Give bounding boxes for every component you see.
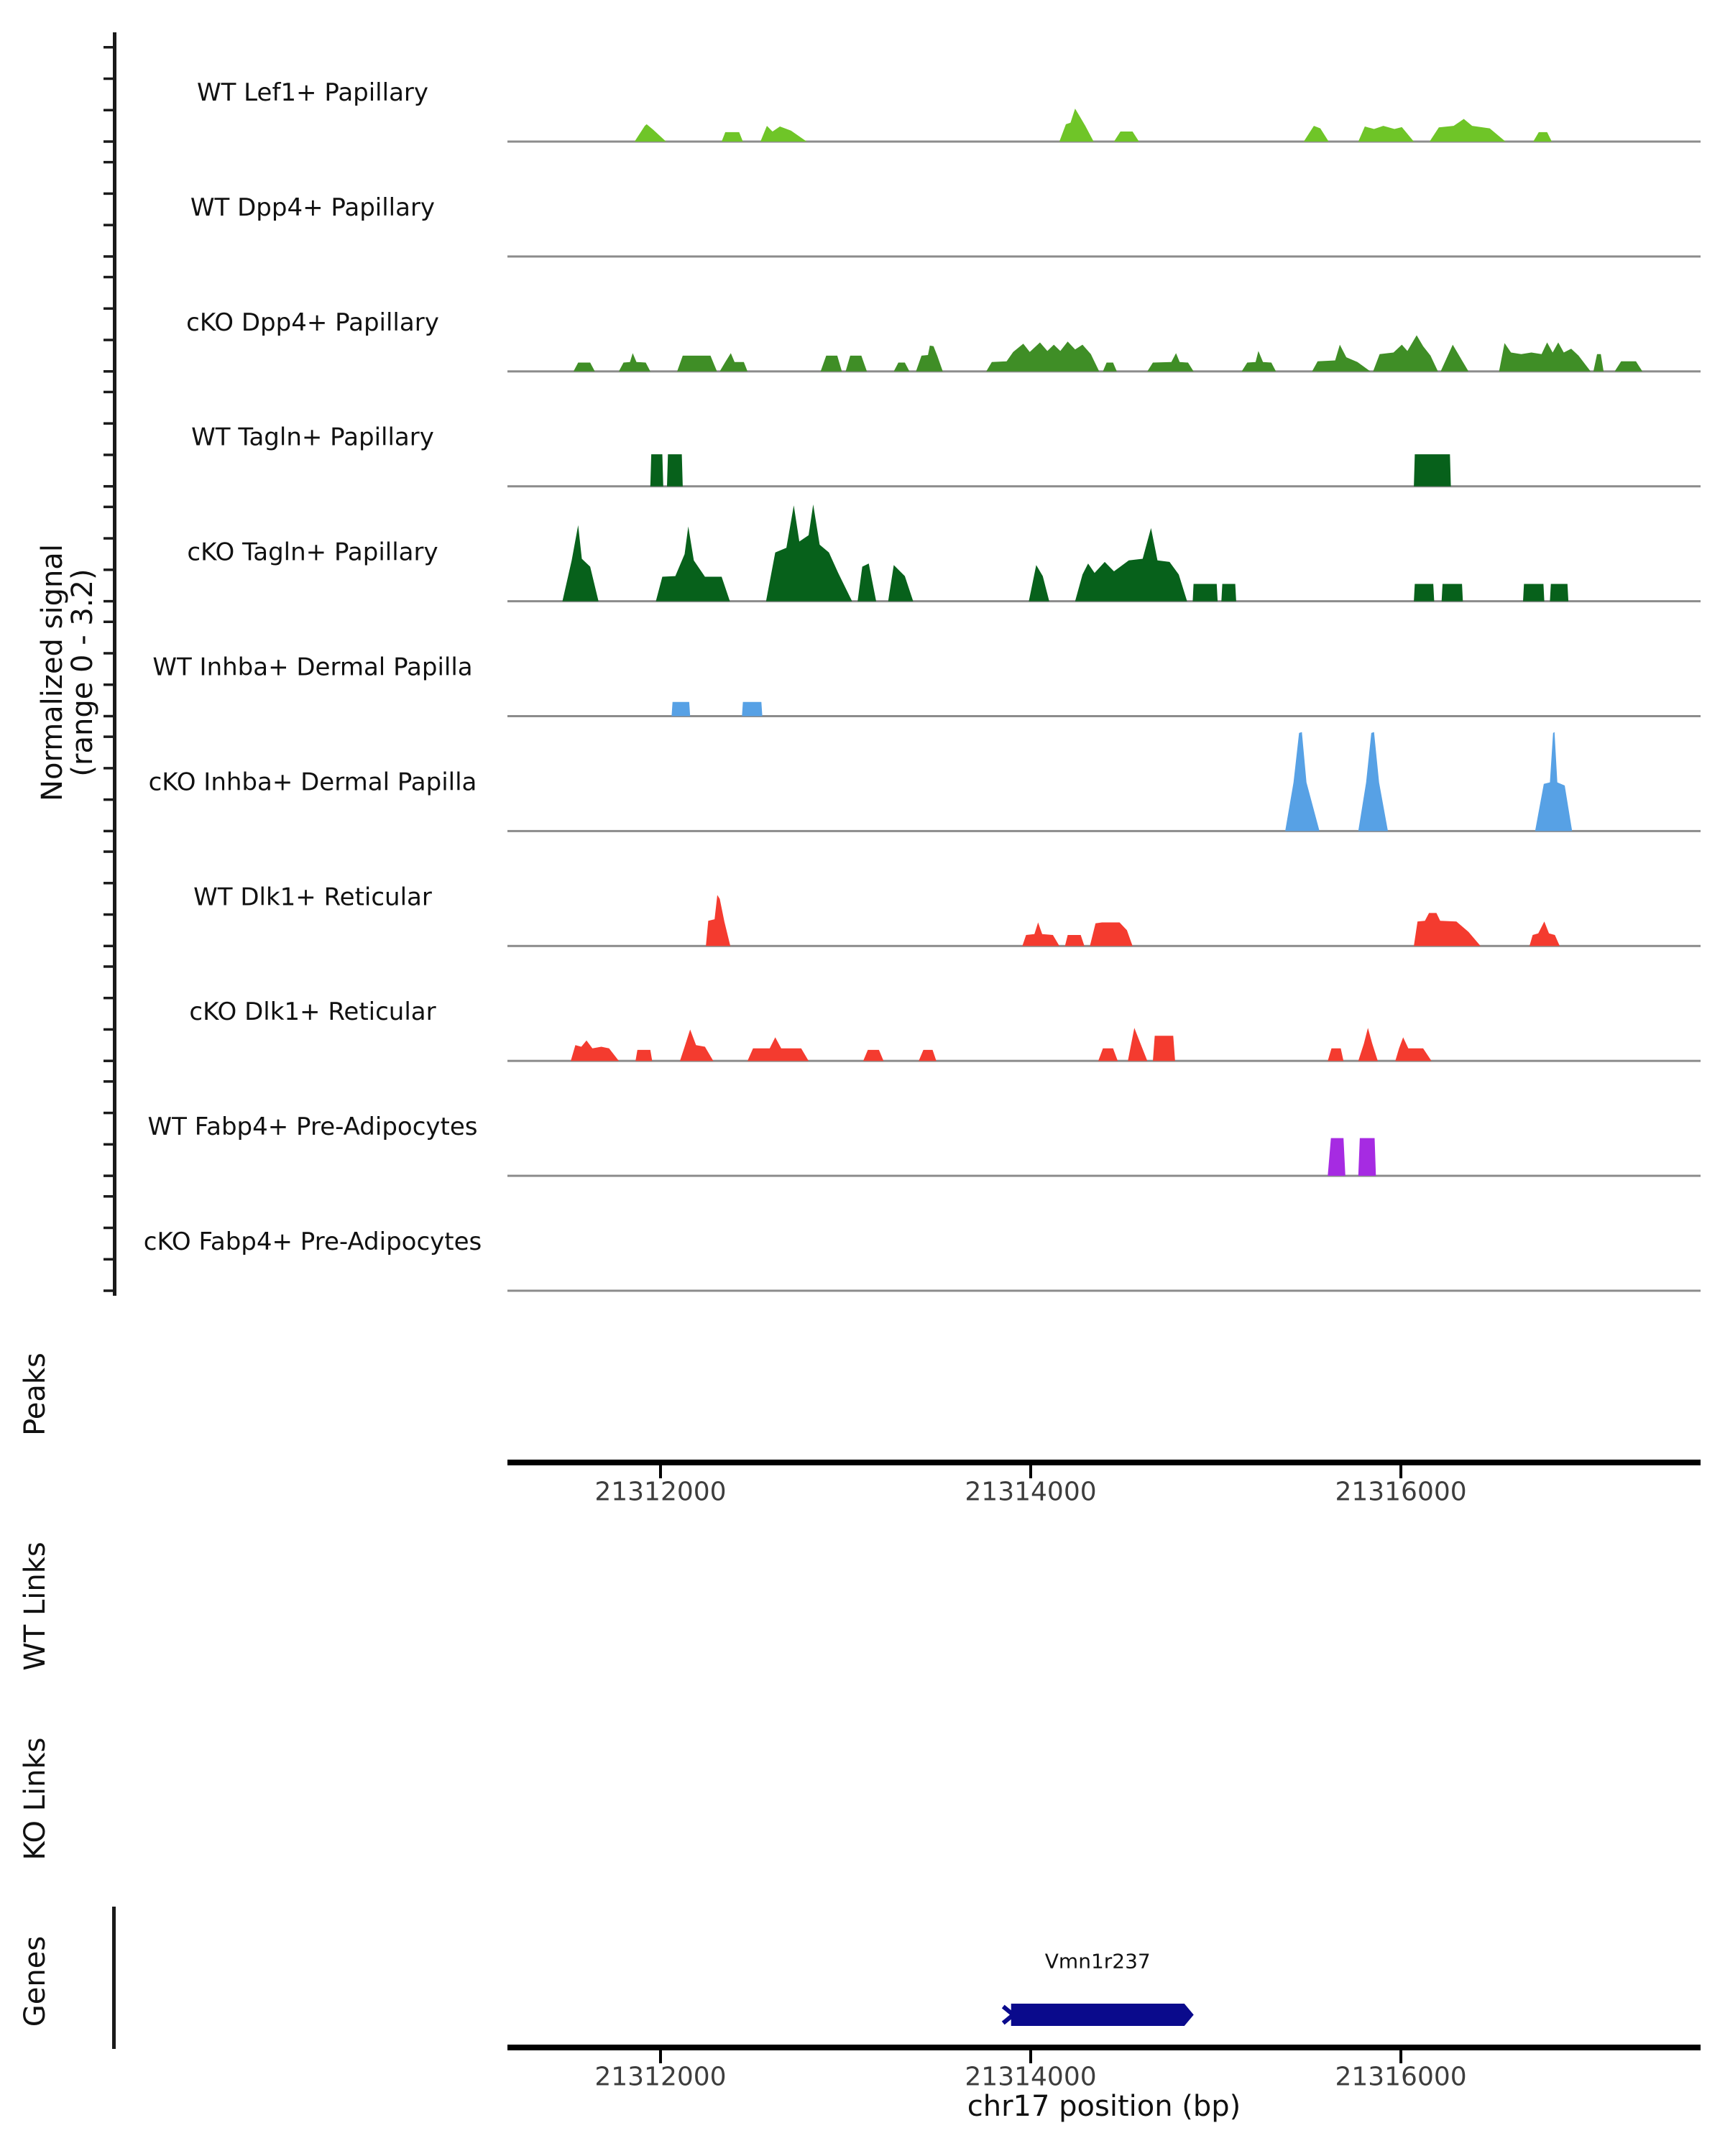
peaks-axis-line [507, 1460, 1701, 1465]
y-axis-tick [104, 715, 113, 718]
track-row [104, 391, 1701, 488]
y-axis-tick [104, 1059, 113, 1062]
track-label: WT Dlk1+ Reticular [193, 883, 432, 912]
y-axis-tick [104, 224, 113, 226]
genes-panel [1003, 1950, 1194, 2027]
gene-glyph [1003, 1950, 1194, 2027]
bottom-axis-tick-label: 21314000 [965, 2062, 1097, 2092]
track-baseline [507, 485, 1701, 487]
y-axis-tick [104, 683, 113, 686]
y-axis-tick [104, 568, 113, 571]
track-baseline [507, 141, 1701, 143]
section-label-peaks: Peaks [19, 1353, 52, 1436]
y-axis-tick [104, 506, 113, 509]
y-axis-tick [104, 1289, 113, 1292]
y-axis-label-line1: Normalized signal [36, 544, 69, 801]
peaks-axis-tick [1029, 1465, 1032, 1478]
y-axis-tick [104, 1195, 113, 1198]
track-label: cKO Inhba+ Dermal Papilla [148, 768, 477, 797]
track-row [104, 1080, 1701, 1177]
gene-body [1011, 2004, 1194, 2026]
section-label-genes: Genes [19, 1935, 52, 2027]
y-axis-tick [104, 767, 113, 770]
y-axis-tick [104, 882, 113, 885]
y-axis-tick [104, 109, 113, 112]
track-label: WT Inhba+ Dermal Papilla [152, 653, 473, 682]
track-label: WT Tagln+ Papillary [191, 423, 434, 452]
signal-area [571, 1028, 1432, 1061]
track-label: WT Fabp4+ Pre-Adipocytes [147, 1112, 478, 1142]
gene-label: Vmn1r237 [1044, 1949, 1151, 1973]
y-axis-tick [104, 453, 113, 456]
y-axis-tick [104, 391, 113, 394]
y-axis-tick [104, 621, 113, 624]
track-row [104, 965, 1701, 1062]
y-axis-line [113, 32, 116, 1296]
position-axes [507, 1460, 1701, 2092]
peaks-axis-tick [1399, 1465, 1402, 1478]
bottom-axis-tick [659, 2050, 662, 2063]
track-row [104, 621, 1701, 718]
y-axis-tick [104, 485, 113, 488]
track-label: WT Lef1+ Papillary [196, 78, 429, 107]
signal-area [635, 109, 1552, 142]
track-row [104, 732, 1701, 833]
y-axis-tick [104, 1258, 113, 1261]
signal-area [706, 895, 1560, 946]
bottom-axis-tick [1399, 2050, 1402, 2063]
y-axis-tick [104, 850, 113, 853]
track-row [104, 505, 1701, 602]
peaks-axis-tick-label: 21312000 [594, 1477, 727, 1507]
peaks-axis-tick-label: 21314000 [965, 1477, 1097, 1507]
signal-area [563, 505, 1569, 602]
y-axis-tick [104, 830, 113, 833]
track-label: cKO Dpp4+ Papillary [186, 308, 439, 337]
y-axis-label-line2: (range 0 - 3.2) [66, 568, 99, 777]
track-row [104, 46, 1701, 143]
signal-area [1328, 1138, 1376, 1176]
track-label: cKO Tagln+ Papillary [187, 538, 438, 567]
y-axis-tick [104, 1227, 113, 1230]
signal-area [671, 702, 762, 717]
signal-tracks [104, 46, 1701, 1292]
track-baseline [507, 830, 1701, 832]
peaks-axis-tick-label: 21316000 [1335, 1477, 1467, 1507]
y-axis-tick [104, 600, 113, 603]
y-axis-tick [104, 1080, 113, 1083]
y-axis-tick [104, 78, 113, 80]
bottom-axis-tick [1029, 2050, 1032, 2063]
y-axis-tick [104, 422, 113, 425]
y-axis-tick [104, 945, 113, 948]
track-row [104, 1195, 1701, 1292]
y-axis-tick [104, 308, 113, 310]
track-label: WT Dpp4+ Papillary [190, 193, 436, 222]
signal-area [650, 454, 1451, 487]
y-axis-tick [104, 1112, 113, 1115]
x-axis-label: chr17 position (bp) [967, 2090, 1241, 2123]
y-axis-tick [104, 997, 113, 1000]
y-axis-tick [104, 1143, 113, 1146]
signal-area [1285, 732, 1572, 831]
y-axis-tick [104, 735, 113, 738]
y-axis-tick [104, 338, 113, 341]
y-axis-tick [104, 913, 113, 916]
y-axis-tick [104, 140, 113, 143]
y-axis-tick [104, 276, 113, 279]
track-label: cKO Fabp4+ Pre-Adipocytes [143, 1227, 482, 1256]
track-baseline [507, 1175, 1701, 1177]
track-row [104, 161, 1701, 258]
y-axis-tick [104, 537, 113, 540]
track-label: cKO Dlk1+ Reticular [189, 998, 436, 1027]
y-axis-tick [104, 1028, 113, 1031]
peaks-axis-tick [659, 1465, 662, 1478]
genes-axis-line [112, 1907, 116, 2049]
section-label-wt-links: WT Links [19, 1542, 52, 1671]
y-axis-tick [104, 161, 113, 164]
y-axis-tick [104, 193, 113, 195]
y-axis-tick [104, 798, 113, 801]
bottom-axis-tick-label: 21316000 [1335, 2062, 1467, 2092]
y-axis-tick [104, 652, 113, 655]
y-axis-tick [104, 255, 113, 258]
y-axis-tick [104, 370, 113, 373]
signal-area [574, 336, 1642, 372]
track-row [104, 276, 1701, 373]
y-axis-tick [104, 1174, 113, 1177]
track-row [104, 850, 1701, 947]
section-label-ko-links: KO Links [19, 1737, 52, 1861]
track-baseline [507, 255, 1701, 257]
track-baseline [507, 1290, 1701, 1292]
y-axis-tick [104, 965, 113, 968]
bottom-axis-tick-label: 21312000 [594, 2062, 727, 2092]
bottom-axis-line [507, 2045, 1701, 2050]
y-axis-tick [104, 46, 113, 49]
